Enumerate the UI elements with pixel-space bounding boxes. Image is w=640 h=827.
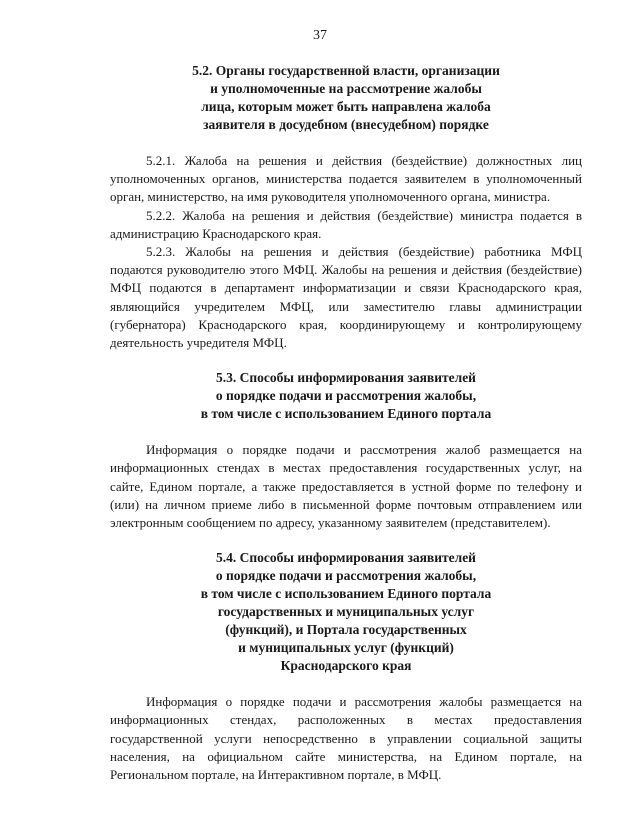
document-body (110, 62, 582, 784)
section-heading-5-3 (110, 369, 582, 423)
paragraph-5-2-2: 5.2.2. Жалоба на решения и действия (бездействие) министра подается в администрацию Краснодарского края. (110, 207, 582, 241)
heading-line: 5.4. Способы информирования заявителей (216, 550, 476, 566)
heading-line: о порядке подачи и рассмотрения жалобы, (215, 388, 477, 404)
section-heading-5-4 (110, 549, 582, 675)
heading-line: и муниципальных услуг (функций) (238, 640, 454, 656)
page-number: 37 (313, 28, 327, 43)
heading-line: 5.2. Органы государственной власти, организации (192, 63, 500, 78)
heading-line: Краснодарского края (280, 658, 412, 674)
heading-line: 5.3. Способы информирования заявителей (216, 370, 476, 386)
heading-line: в том числе с использованием Единого портала (200, 586, 492, 602)
heading-line: в том числе с использованием Единого портала (200, 406, 492, 422)
paragraph-5-2-3: 5.2.3. Жалобы на решения и действия (бездействие) работника МФЦ подаются руководителю этого МФЦ. Жалобы на решения и действия (бездействие) МФЦ подаются в департамент информатизации и связи Краснодарского края, являющийся учредителем МФЦ, или заместителю главы администрации (губернатора) Краснодарского края, координирующему и контролирующему деятельность учредителя МФЦ. (110, 244, 582, 351)
heading-line: (функций), и Портала государственных (225, 622, 467, 638)
heading-line: о порядке подачи и рассмотрения жалобы, (215, 568, 477, 584)
heading-line: лица, которым может быть направлена жалоба (201, 99, 491, 114)
heading-line: и уполномоченные на рассмотрение жалобы (210, 81, 482, 96)
paragraph-5-2-1: 5.2.1. Жалоба на решения и действия (бездействие) должностных лиц уполномоченных органов, министерства подается заявителем в уполномоченный орган, министерство, на имя руководителя уполномоченного органа, министра. (110, 153, 582, 205)
heading-line: государственных и муниципальных услуг (217, 604, 475, 620)
paragraph-5-4: Информация о порядке подачи и рассмотрения жалобы размещается на информационных стендах, расположенных в местах предоставления государственной услуги непосредственно в управлении социальной защиты населения, на официальном сайте министерства, на Едином портале, на Региональном портале, на Интерактивном портале, в МФЦ. (110, 694, 582, 783)
section-heading-5-2 (110, 62, 582, 134)
paragraph-5-3: Информация о порядке подачи и рассмотрения жалоб размещается на информационных стендах в местах предоставления государственных услуг, на сайте, Едином портале, а также предоставляется в устной форме по телефону и (или) на личном приеме либо в письменной форме почтовым отправлением или электронным сообщением по адресу, указанному заявителем (представителем). (110, 442, 582, 531)
heading-line: заявителя в досудебном (внесудебном) порядке (203, 117, 489, 132)
